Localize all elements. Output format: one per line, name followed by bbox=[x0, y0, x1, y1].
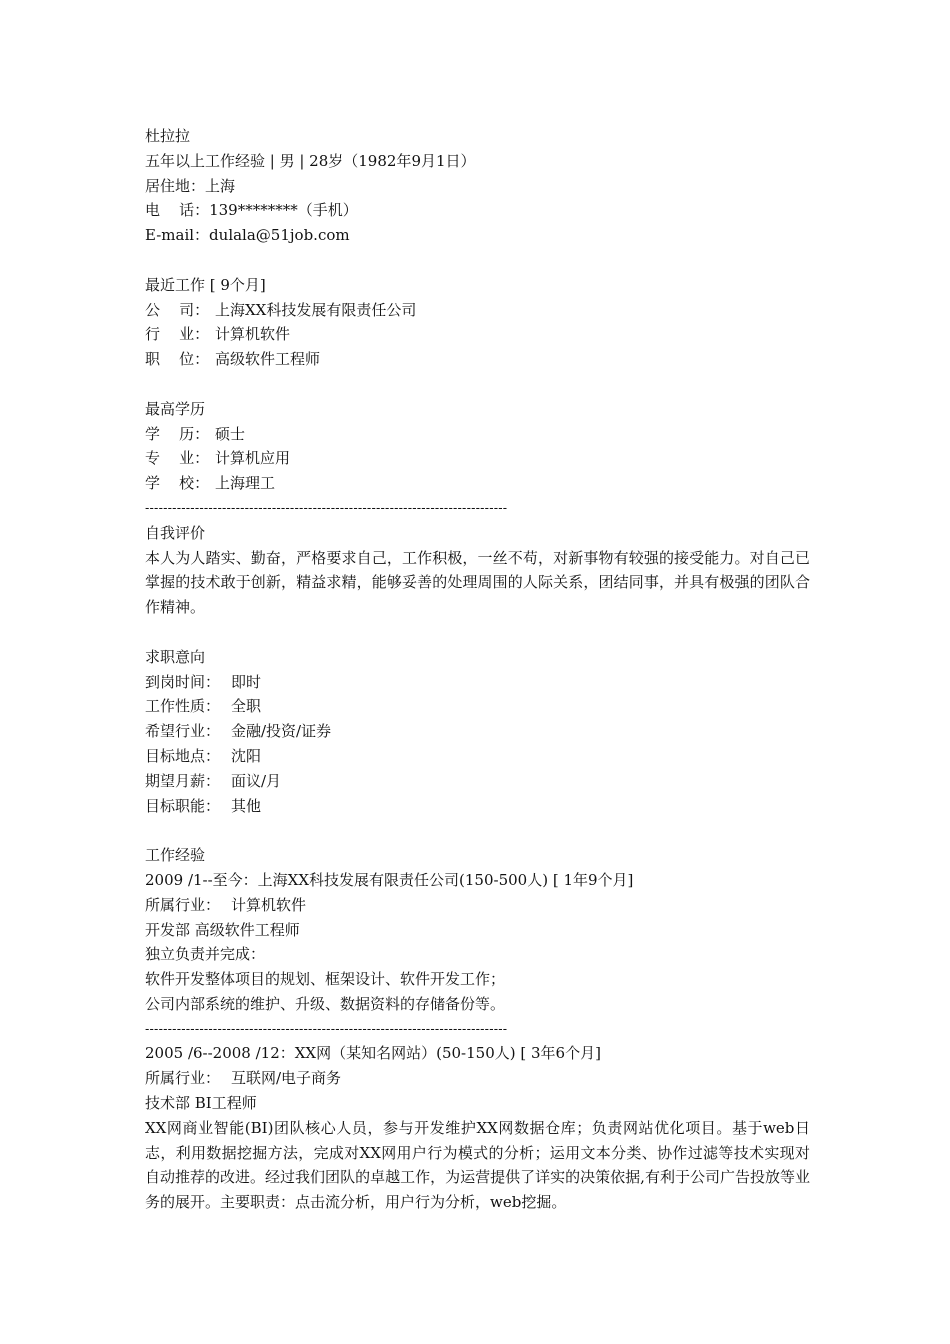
school-label: 学 校： bbox=[145, 474, 210, 493]
self-eval-text: 本人为人踏实、勤奋，严格要求自己，工作积极，一丝不苟，对新事物有较强的接受能力。对自己已掌握的技术敢于创新，精益求精，能够妥善的处理周围的人际关系，团结同事，并具有极强的团队合作精神。 bbox=[145, 548, 810, 617]
intent-value: 面议/月 bbox=[231, 771, 282, 790]
spacer bbox=[145, 248, 810, 273]
recent-job-position bbox=[145, 347, 810, 372]
intent-value: 沈阳 bbox=[231, 746, 262, 765]
job-period: 2005 /6--2008 /12：XX网（某知名网站）(50-150人) [ 3年6个月] bbox=[145, 1044, 601, 1063]
company-label: 公 司： bbox=[145, 300, 210, 319]
spacer bbox=[145, 372, 810, 397]
intent-row bbox=[145, 794, 810, 819]
candidate-residence: 居住地：上海 bbox=[145, 176, 236, 195]
education-school bbox=[145, 471, 810, 496]
job-dept-role: 技术部 BI工程师 bbox=[145, 1094, 257, 1113]
industry-value: 计算机软件 bbox=[215, 325, 291, 344]
intent-row bbox=[145, 744, 810, 769]
intent-row bbox=[145, 719, 810, 744]
recent-job-title: 最近工作 [ 9个月] bbox=[145, 275, 266, 294]
job-industry bbox=[145, 893, 810, 918]
intent-label: 到岗时间： bbox=[145, 672, 221, 691]
position-value: 高级软件工程师 bbox=[215, 350, 321, 369]
intent-row bbox=[145, 670, 810, 695]
recent-job-industry bbox=[145, 322, 810, 347]
intent-label: 期望月薪： bbox=[145, 771, 221, 790]
spacer bbox=[145, 620, 810, 645]
phone-label: 电 话： bbox=[145, 201, 210, 220]
candidate-email: E-mail：dulala@51job.com bbox=[145, 226, 350, 245]
education-degree bbox=[145, 422, 810, 447]
experience-title: 工作经验 bbox=[145, 846, 206, 865]
company-value: 上海XX科技发展有限责任公司 bbox=[215, 300, 417, 319]
intent-label: 希望行业： bbox=[145, 722, 221, 741]
section-divider: -------------------------------------------------------------------------------- bbox=[145, 499, 508, 515]
position-label: 职 位： bbox=[145, 350, 210, 369]
intent-value: 其他 bbox=[231, 796, 262, 815]
intent-title: 求职意向 bbox=[145, 647, 206, 666]
self-eval-title: 自我评价 bbox=[145, 523, 206, 542]
job-industry-value: 计算机软件 bbox=[231, 895, 307, 914]
intent-label: 工作性质： bbox=[145, 697, 221, 716]
education-major bbox=[145, 446, 810, 471]
job-duty-line: 独立负责并完成： bbox=[145, 945, 266, 964]
job-duty-line: 公司内部系统的维护、升级、数据资料的存储备份等。 bbox=[145, 994, 506, 1013]
job-description: XX网商业智能(BI)团队核心人员，参与开发维护XX网数据仓库；负责网站优化项目。基于web日志，利用数据挖掘方法，完成对XX网用户行为模式的分析；运用文本分类、协作过滤等技术实现对自动推荐的改进。经过我们团队的卓越工作，为运营提供了详实的决策依据,有利于公司广告投放等业务的展开。主要职责：点击流分析，用户行为分析，web挖掘。 bbox=[145, 1118, 810, 1212]
degree-label: 学 历： bbox=[145, 424, 210, 443]
job-industry-label: 所属行业： bbox=[145, 1069, 221, 1088]
intent-value: 金融/投资/证券 bbox=[231, 722, 332, 741]
phone-value: 139********（手机） bbox=[209, 201, 358, 220]
candidate-name: 杜拉拉 bbox=[145, 127, 191, 145]
job-duty-line: 软件开发整体项目的规划、框架设计、软件开发工作； bbox=[145, 970, 506, 989]
major-value: 计算机应用 bbox=[215, 449, 291, 468]
intent-label: 目标职能： bbox=[145, 796, 221, 815]
job-period: 2009 /1--至今：上海XX科技发展有限责任公司(150-500人) [ 1年9个月] bbox=[145, 870, 634, 889]
school-value: 上海理工 bbox=[215, 474, 276, 493]
job-industry-value: 互联网/电子商务 bbox=[231, 1069, 342, 1088]
intent-row bbox=[145, 769, 810, 794]
intent-value: 全职 bbox=[231, 697, 262, 716]
job-dept-role: 开发部 高级软件工程师 bbox=[145, 920, 300, 939]
industry-label: 行 业： bbox=[145, 325, 210, 344]
intent-value: 即时 bbox=[231, 672, 262, 691]
candidate-summary: 五年以上工作经验 | 男 | 28岁（1982年9月1日） bbox=[145, 151, 476, 170]
major-label: 专 业： bbox=[145, 449, 210, 468]
intent-label: 目标地点： bbox=[145, 746, 221, 765]
job-industry-label: 所属行业： bbox=[145, 895, 221, 914]
spacer bbox=[145, 818, 810, 843]
section-divider: -------------------------------------------------------------------------------- bbox=[145, 1020, 508, 1036]
education-title: 最高学历 bbox=[145, 399, 206, 418]
job-industry bbox=[145, 1066, 810, 1091]
resume-document bbox=[145, 124, 810, 1215]
intent-row bbox=[145, 694, 810, 719]
degree-value: 硕士 bbox=[215, 424, 246, 443]
recent-job-company bbox=[145, 298, 810, 323]
candidate-phone bbox=[145, 198, 810, 223]
